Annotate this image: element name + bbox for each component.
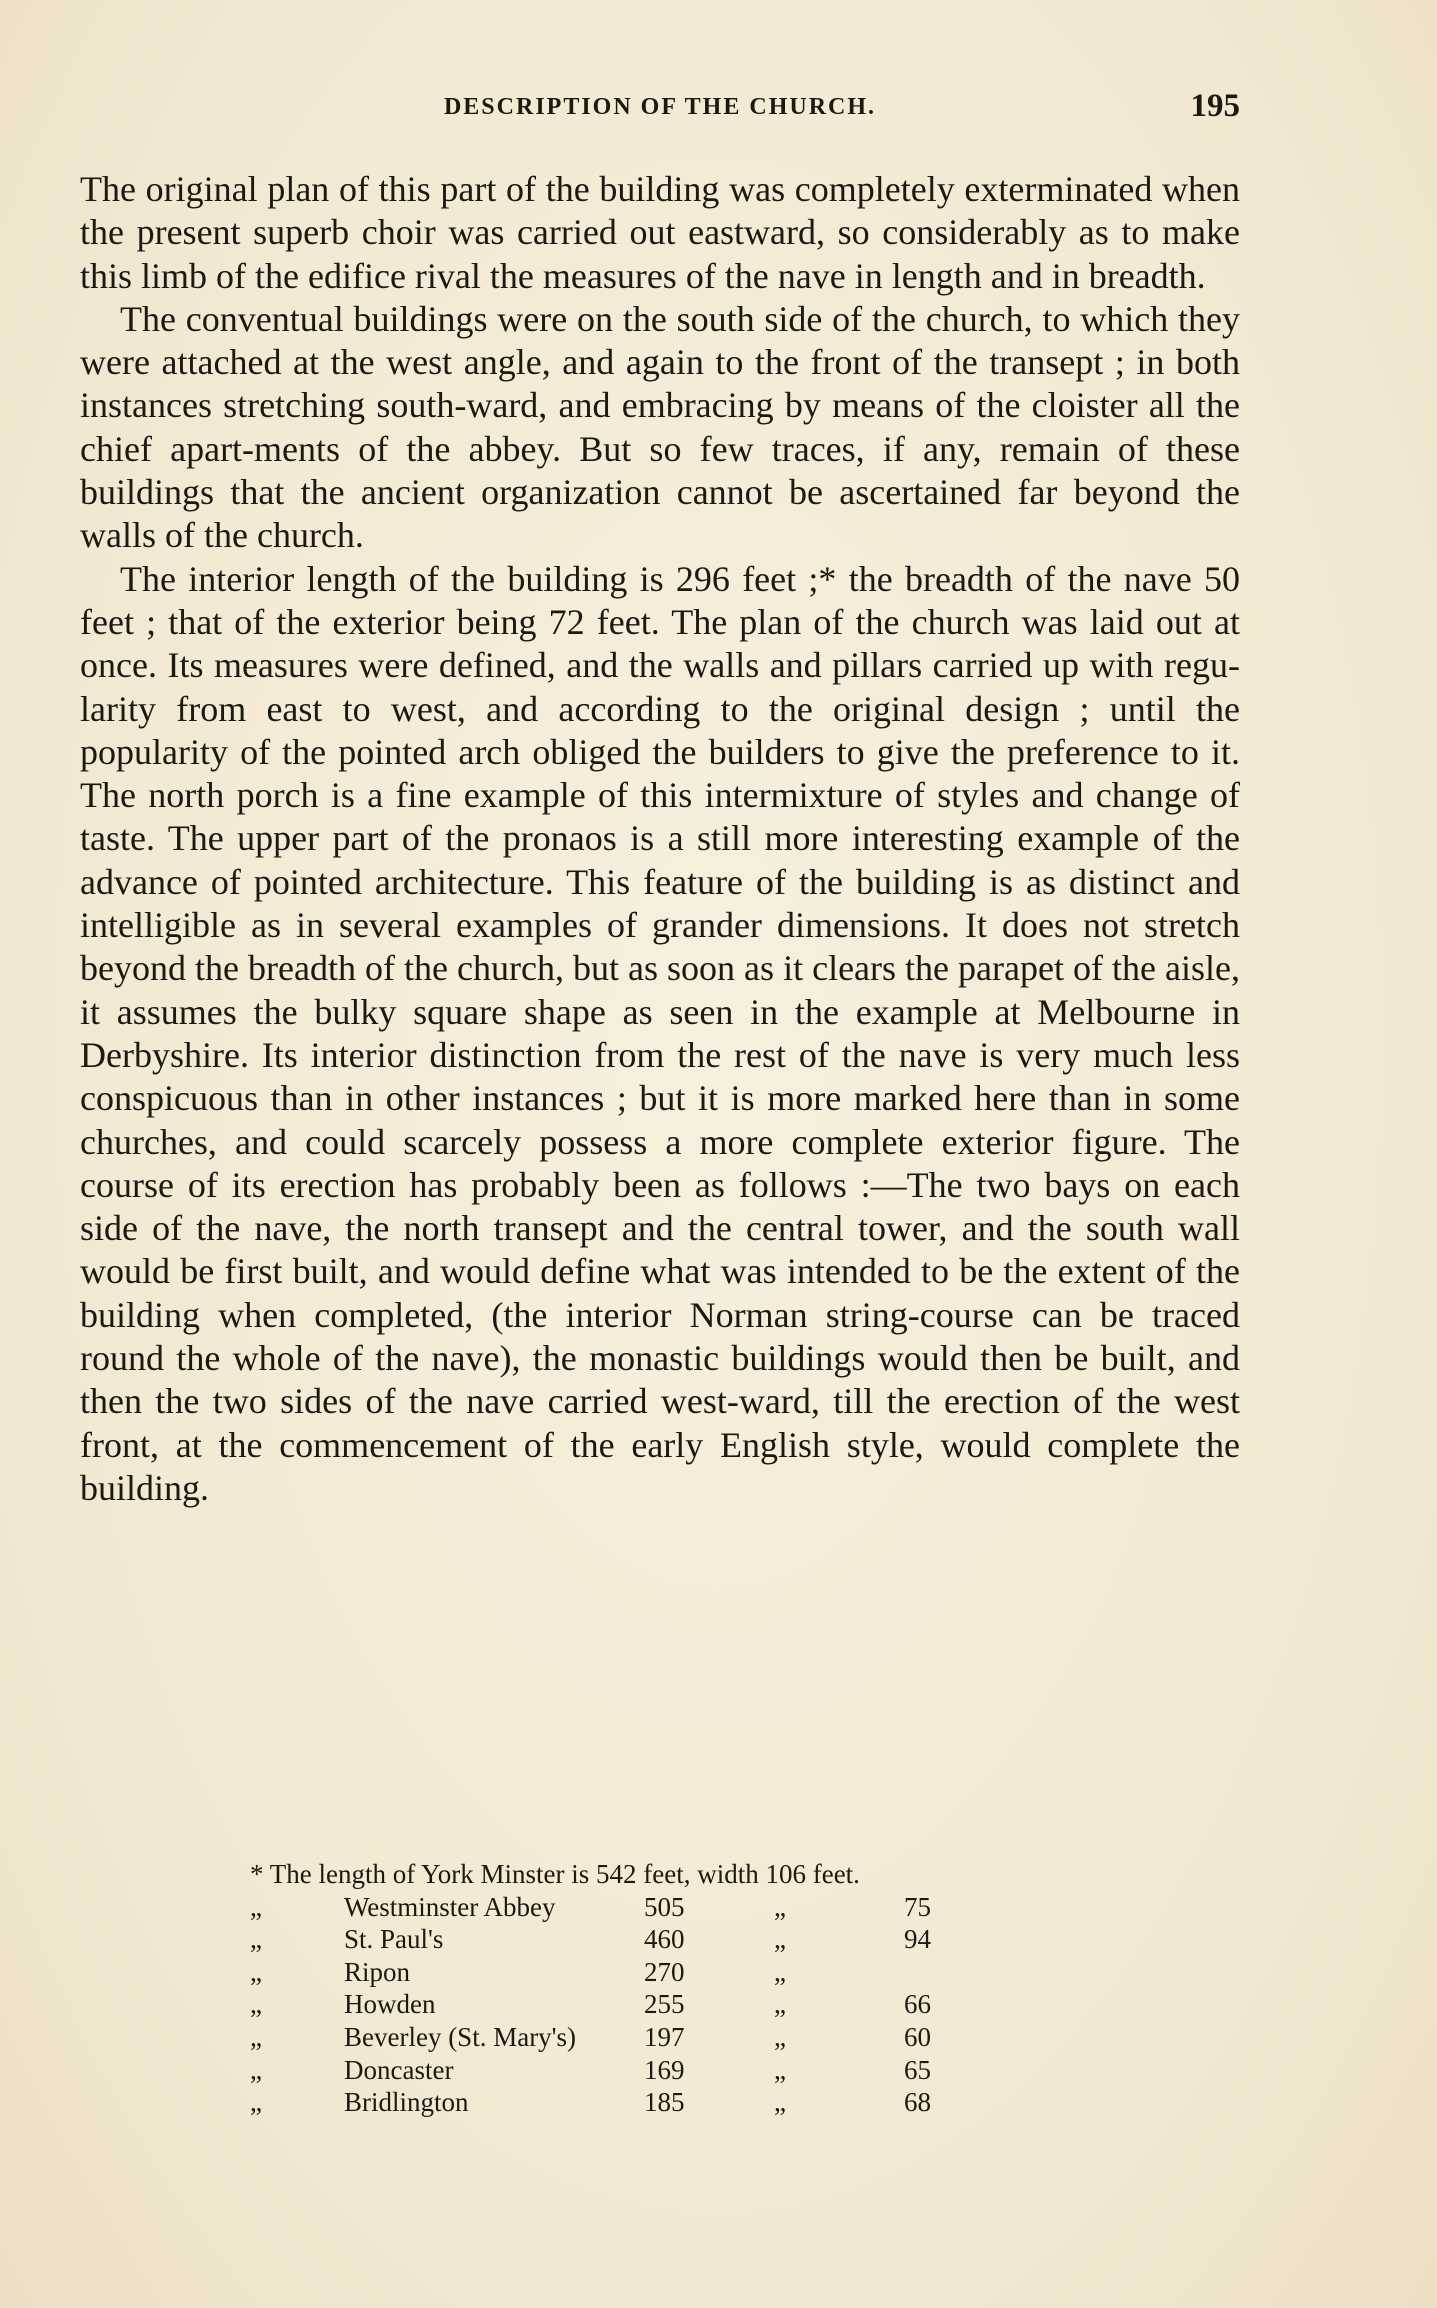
ditto-mark-width: „ [773,2054,786,2085]
ditto-mark-width: „ [773,1891,786,1922]
church-length: 255 [643,1989,685,2020]
church-length: 169 [643,2054,685,2085]
footnote-row [332,1891,984,1924]
church-length: 197 [643,2021,685,2052]
ditto-mark: „ [250,1956,262,1987]
church-name: Westminster Abbey [343,1891,556,1922]
ditto-mark: „ [250,1924,262,1955]
ditto-mark-width: „ [773,1956,786,1987]
footnote-row [332,2086,984,2119]
paragraph-3: The interior length of the building is 296 feet ;* the breadth of the nave 50 feet ; that of the exterior being 72 feet. The plan of the church was laid out at once. Its measures were defined, and the walls and pillars carried up with regu-larity from east to west, and according to the original design ; until the popularity of the pointed arch obliged the builders to give the preference to it. The north porch is a fine example of this intermixture of styles and change of taste. The upper part of the pronaos is a still more interesting example of the advance of pointed architecture. This feature of the building is as distinct and intelligible as in several examples of grander dimensions. It does not stretch beyond the breadth of the church, but as soon as it clears the parapet of the aisle, it assumes the bulky square shape as seen in the example at Melbourne in Derbyshire. Its interior distinction from the rest of the nave is very much less conspicuous than in other instances ; but it is more marked here than in some churches, and could scarcely possess a more complete exterior figure. The course of its erection has probably been as follows :—The two bays on each side of the nave, the north transept and the central tower, and the south wall would be first built, and would define what was intended to be the extent of the building when completed, (the interior Norman string-course can be traced round the whole of the nave), the monastic buildings would then be built, and then the two sides of the nave carried west-ward, till the erection of the west front, at the commencement of the early English style, would complete the building. [80,558,1240,1508]
church-length: 270 [643,1956,685,1987]
footnote-row [332,1988,984,2021]
church-width: 75 [903,1891,931,1922]
footnote-row [332,1923,984,1956]
paragraph-1: The original plan of this part of the building was completely exterminated when the present superb choir was carried out eastward, so considerably as to make this limb of the edifice rival the measures of the nave in length and in breadth. [80,169,1240,296]
church-name: St. Paul's [343,1924,444,1955]
church-width: 65 [903,2054,931,2085]
running-head [80,88,1240,128]
church-length: 460 [643,1924,685,1955]
ditto-mark: „ [250,1989,262,2020]
footnote [250,1858,1130,2119]
ditto-mark-width: „ [773,1924,786,1955]
church-length: 185 [643,2087,685,2118]
church-width: 66 [903,1989,931,2020]
church-width: 68 [903,2087,931,2118]
church-name: Bridlington [343,2087,469,2118]
church-length: 505 [643,1891,685,1922]
ditto-mark: „ [250,1891,262,1922]
running-title: DESCRIPTION OF THE CHURCH. [443,94,877,120]
ditto-mark-width: „ [773,1989,786,2020]
footnote-row [332,1956,984,1989]
church-name: Howden [343,1989,436,2020]
footnote-row [332,2054,984,2087]
ditto-mark-width: „ [773,2087,786,2118]
church-name: Ripon [343,1956,410,1987]
paragraph-2: The conventual buildings were on the south side of the church, to which they were attached at the west angle, and again to the front of the transept ; in both instances stretching south-ward, and embracing by means of the cloister all the chief apart-ments of the abbey. But so few traces, if any, remain of these buildings that the ancient organization cannot be ascertained far beyond the walls of the church. [80,298,1240,556]
church-name: Beverley (St. Mary's) [343,2021,577,2052]
page-number: 195 [1190,88,1240,124]
church-width: 60 [903,2021,931,2052]
church-width [904,1956,984,1989]
body-text [80,168,1240,1510]
footnote-intro: * The length of York Minster is 542 feet, width 106 feet. [250,1859,860,1889]
ditto-mark: „ [250,2021,262,2052]
ditto-mark: „ [250,2087,262,2118]
church-name: Doncaster [343,2054,454,2085]
ditto-mark: „ [250,2054,262,2085]
footnote-row [332,2021,984,2054]
footnote-table [250,1891,984,2119]
ditto-mark-width: „ [773,2021,786,2052]
church-width: 94 [903,1924,931,1955]
